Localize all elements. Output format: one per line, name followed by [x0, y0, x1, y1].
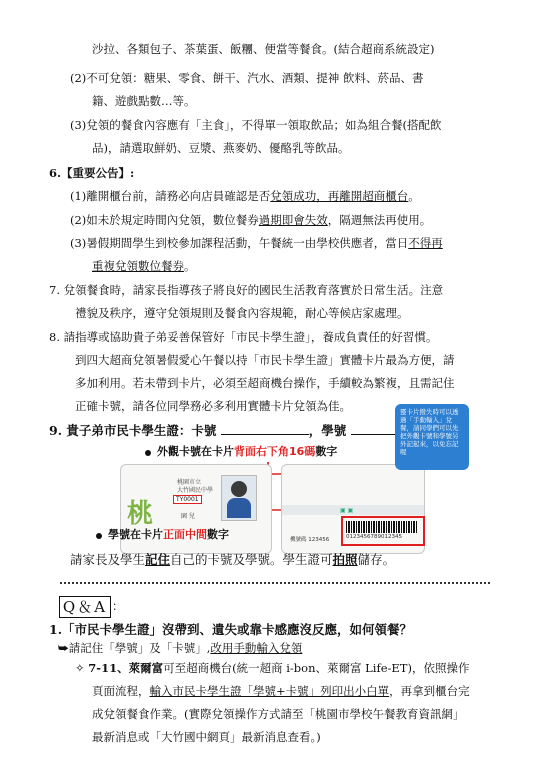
- underlined-text: 過期即會失效: [258, 213, 328, 227]
- underlined-text: 改用手動輸入兌領: [210, 641, 303, 655]
- diamond-icon: ✧: [75, 661, 89, 675]
- label: 9. 貴子弟市民卡學生證：卡號: [49, 423, 217, 438]
- card-student-id: TY0001: [173, 495, 202, 504]
- underlined-text: 不得再: [408, 236, 443, 250]
- text: 。: [184, 259, 196, 273]
- text: ，再拿到櫃台完: [389, 684, 470, 698]
- text: 數字: [207, 528, 229, 541]
- red-text: 正面中間: [163, 528, 207, 541]
- answer-sub-1: [75, 661, 469, 676]
- label: ，學號: [308, 423, 347, 438]
- card-logo: 桃: [127, 499, 154, 529]
- text-line: (2)不可兌領：糖果、零食、餅干、汽水、酒類、提神 飲料、菸品、書: [70, 71, 424, 85]
- bullet-icon: [96, 533, 102, 539]
- arrow-icon: ⮩: [58, 641, 69, 655]
- answer-1: [58, 641, 302, 656]
- text: 儲存。: [357, 552, 396, 567]
- text: 請記住「學號」及「卡號」,: [68, 641, 211, 655]
- text: (2)如未於規定時間內兌領，數位餐券: [70, 213, 259, 227]
- text-line: 正確卡號，請各位同學務必多利用實體卡片兌領為佳。: [75, 399, 351, 413]
- text-line: 品)，請選取鮮奶、豆漿、燕麥奶、優酪乳等飲品。: [92, 141, 350, 155]
- text: 可至超商機台(統一超商 i-bon、萊爾富 Life-ET)，依照操作: [163, 661, 470, 675]
- answer-sub-3: 成兌領餐食作業。(實際兌領操作方式請至「桃園市學校午餐教育資訊網」: [92, 707, 465, 721]
- answer-sub-4: 最新消息或「大竹國中網頁」最新消息查看。): [92, 730, 321, 744]
- text: ，隔週無法再使用。: [327, 213, 432, 227]
- card-number-highlight: [341, 516, 425, 546]
- text: 。: [408, 189, 420, 203]
- card-back-logo: ▣ ▣: [340, 507, 354, 514]
- question-1: 1.「市民卡學生證」沒帶到、遺失或靠卡感應沒反應，如何領餐？: [49, 622, 413, 637]
- card-back-number: 0123456789012345: [346, 534, 402, 540]
- text: 學號在卡片: [108, 528, 163, 541]
- qa-title: Q＆A: [59, 596, 111, 618]
- text: 7-11、萊爾富: [88, 661, 164, 675]
- reminder-line: [70, 552, 395, 567]
- text-line: 禮貌及秩序，遵守兌領規則及餐食內容規範，耐心等候店家處理。: [75, 306, 409, 320]
- text-line: (3)兌領的餐食內容應有「主食」，不得單一領取飲品；如為組合餐(搭配飲: [70, 118, 442, 132]
- text: 自己的卡號及學號。學生證可: [170, 552, 333, 567]
- card-name: 園 兒: [181, 513, 195, 520]
- underlined-text: 輸入市民卡學生證「學號+卡號」列印出小白單: [149, 684, 390, 698]
- card-back-small: 機號碼 123456: [290, 537, 330, 543]
- card-school: 桃園市立: [177, 479, 202, 486]
- notice-heading: 6.【重要公告】:: [49, 166, 135, 180]
- text: (1)離開櫃台前，請務必向店員確認是否: [70, 189, 271, 203]
- text: 外觀卡號在卡片: [157, 445, 234, 458]
- underlined-text: 兌領成功，再離開超商櫃台: [270, 189, 409, 203]
- text: 數字: [315, 445, 338, 458]
- text: 請家長及學生: [70, 552, 146, 567]
- text-line: 到四大超商兌領暑假愛心午餐以持「市民卡學生證」實體卡片最為方便，請: [75, 353, 455, 367]
- text-line: 多加利用。若未帶到卡片，必須至超商機台操作，手續較為繁複，且需記住: [75, 376, 455, 390]
- emphasis: 拍照: [332, 552, 358, 567]
- red-text: 背面右下角16碼: [234, 445, 316, 458]
- text-line: 7. 兌領餐食時，請家長指導孩子將良好的國民生活教育落實於日常生活。注意: [49, 283, 444, 297]
- text: (3)暑假期間學生到校參加課程活動，午餐統一由學校供應者，當日: [70, 236, 409, 250]
- card-school-2: 大竹國民中學: [177, 487, 214, 494]
- text-line: 8. 請指導或協助貴子弟妥善保管好「市民卡學生證」，養成負責任的好習慣。: [49, 330, 438, 344]
- qa-colon: ：: [112, 599, 124, 613]
- callout-note: 靈卡片撥失時可以透過「手動輸入」兌餐，請同學們可以先把外觀卡號和學號另外記起來，以免忘記喔: [395, 404, 469, 470]
- student-photo: [221, 475, 257, 521]
- text: 頁面流程，: [92, 684, 150, 698]
- text-line: 籍、遊戲點數…等。: [92, 94, 196, 108]
- text-line: 沙拉、各類包子、茶葉蛋、飯糰、便當等餐食。(結合超商系統設定): [92, 42, 435, 56]
- answer-sub-2: [92, 684, 470, 699]
- student-id-caption: [108, 527, 229, 542]
- emphasis: 記住: [145, 552, 171, 567]
- underlined-text: 重複兌領數位餐券: [92, 259, 184, 273]
- dotted-divider: [60, 582, 490, 584]
